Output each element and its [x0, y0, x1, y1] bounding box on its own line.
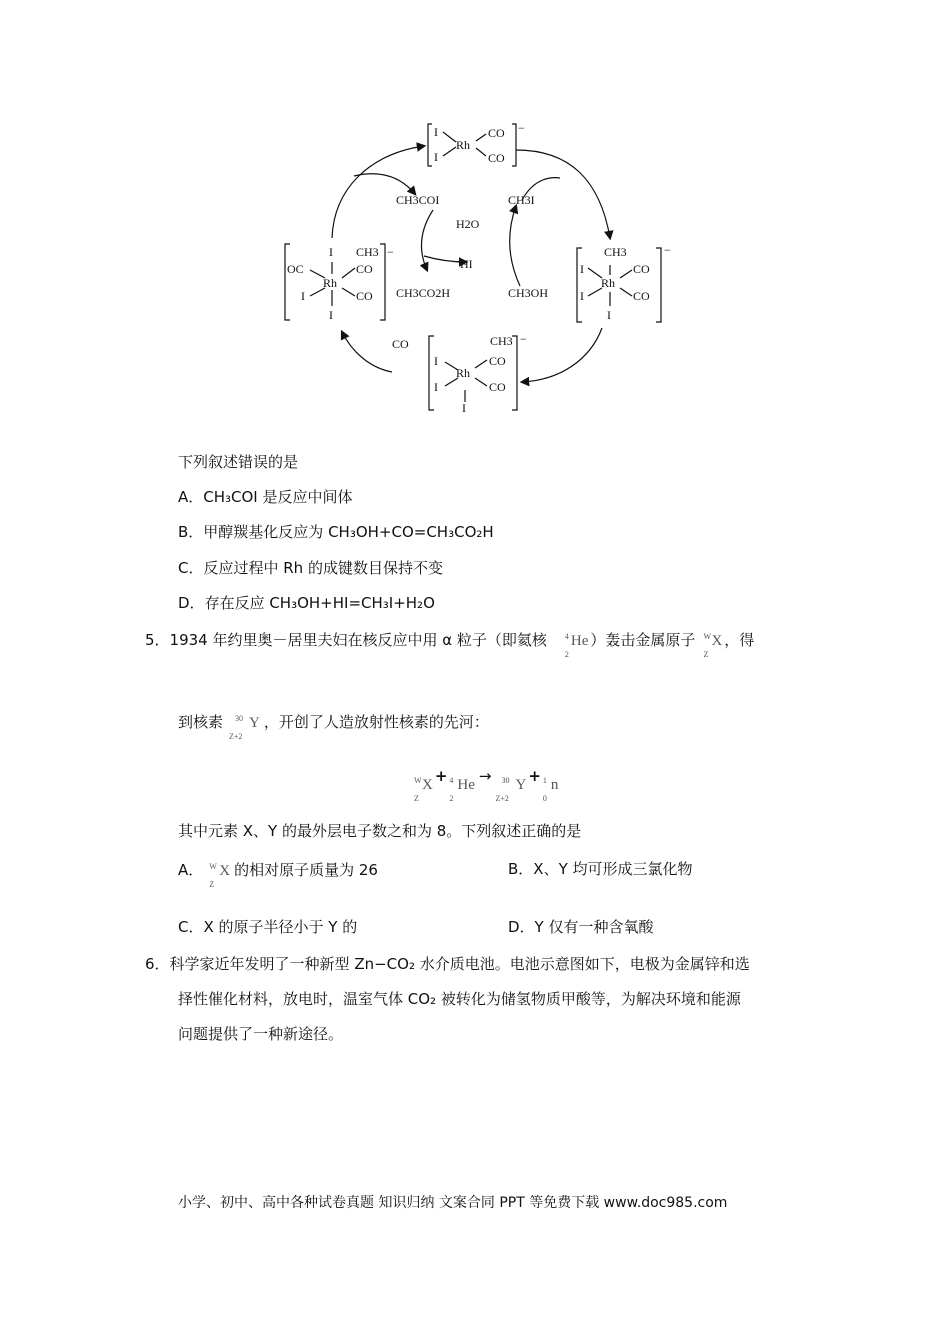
label-i: I: [580, 262, 584, 276]
label-i: I: [580, 289, 584, 303]
option-text: 甲醇羰基化反应为 CH₃OH+CO=CH₃CO₂H: [203, 523, 494, 541]
label-ch3coi: CH3COI: [396, 193, 440, 207]
label-ch3co2h: CH3CO2H: [396, 286, 451, 300]
element-symbol: X: [422, 776, 433, 793]
label-co: CO: [489, 354, 506, 368]
label-i: I: [434, 125, 438, 139]
label-i: I: [434, 354, 438, 368]
label-co-released: CO: [392, 337, 409, 351]
mass-number: 30: [501, 775, 510, 785]
mass-number: 4: [449, 775, 454, 785]
q4-option-d: [178, 593, 435, 613]
q5-text: ）轰击金属原子: [590, 631, 696, 649]
q6-text: 科学家近年发明了一种新型 Zn−CO₂ 水介质电池。电池示意图如下，电极为金属锌和选: [169, 955, 750, 973]
option-label: A．: [178, 861, 204, 879]
atomic-number: 2: [449, 793, 454, 803]
label-oc: OC: [287, 262, 304, 276]
arrow-icon: →: [478, 767, 492, 785]
label-rh: Rh: [456, 366, 471, 380]
mass-number: 4: [564, 631, 569, 641]
q5-text: ，得: [724, 631, 755, 649]
label-co: CO: [356, 289, 373, 303]
label-charge: −: [518, 121, 525, 135]
label-rh: Rh: [456, 138, 471, 152]
nuclide-neutron: [542, 775, 559, 803]
question-number: 6．: [145, 955, 170, 973]
element-symbol: He: [457, 776, 475, 793]
label-charge: −: [664, 243, 671, 257]
q6-line-1: [145, 954, 750, 974]
label-i: I: [329, 308, 333, 322]
option-label: B．: [178, 523, 204, 541]
label-i: I: [462, 401, 466, 415]
q5-text: 1934 年约里奥－居里夫妇在核反应中用 α 粒子（即氦核: [169, 631, 547, 649]
label-i: I: [434, 150, 438, 164]
label-ch3i: CH3I: [508, 193, 535, 207]
label-ch3: CH3: [490, 334, 513, 348]
q5-option-a: [178, 860, 378, 889]
label-i: I: [434, 380, 438, 394]
element-symbol: Y: [249, 714, 260, 731]
plus-sign: +: [434, 767, 448, 785]
nuclear-equation: [414, 767, 559, 803]
label-co: CO: [356, 262, 373, 276]
mass-number: 30: [235, 713, 244, 723]
nuclide-x: [209, 861, 231, 889]
label-h2o: H2O: [456, 217, 480, 231]
page-footer: 小学、初中、高中各种试卷真题 知识归纳 文案合同 PPT 等免费下载 www.doc985.com: [178, 1195, 728, 1211]
option-text: 存在反应 CH₃OH+HI=CH₃I+H₂O: [204, 594, 435, 612]
nuclide-y: [495, 775, 527, 803]
label-co: CO: [489, 380, 506, 394]
label-ch3oh: CH3OH: [508, 286, 549, 300]
atomic-number: Z+2: [495, 793, 509, 803]
mass-number: W: [703, 631, 711, 641]
q4-option-a: [178, 487, 353, 507]
label-rh: Rh: [323, 276, 338, 290]
q5-text: ，开创了人造放射性核素的先河：: [263, 713, 489, 731]
label-co: CO: [633, 262, 650, 276]
element-symbol: Y: [515, 776, 527, 793]
element-symbol: X: [219, 862, 231, 879]
option-text: 反应过程中 Rh 的成键数目保持不变: [203, 559, 443, 577]
atomic-number: Z: [209, 879, 215, 889]
option-label: A．: [178, 488, 204, 506]
label-ch3: CH3: [356, 245, 379, 259]
atomic-number: 2: [564, 649, 569, 659]
atomic-number: Z+2: [229, 731, 243, 741]
cycle-svg: [270, 110, 690, 420]
mass-number: 1: [542, 775, 547, 785]
q4-option-c: [178, 558, 443, 578]
q5-line-1: [145, 630, 755, 659]
label-co: CO: [488, 126, 505, 140]
label-co: CO: [633, 289, 650, 303]
q5-line-2: [178, 712, 489, 741]
q5-stem: 其中元素 X、Y 的最外层电子数之和为 8。下列叙述正确的是: [178, 822, 582, 840]
option-label: D．: [178, 594, 205, 612]
rhodium-catalytic-cycle-diagram: [270, 110, 690, 420]
label-hi: HI: [460, 257, 473, 271]
question-number: 5．: [145, 631, 170, 649]
nuclide-he: [449, 775, 475, 803]
label-charge: −: [387, 245, 394, 259]
atomic-number: Z: [703, 649, 709, 659]
option-label: C．: [178, 559, 204, 577]
q5-option-b: B．X、Y 均可形成三氯化物: [508, 860, 693, 878]
atomic-number: Z: [414, 793, 419, 803]
mass-number: W: [414, 775, 422, 785]
nuclide-he: [564, 631, 589, 659]
mass-number: W: [209, 861, 217, 871]
label-co: CO: [488, 151, 505, 165]
q4-stem: 下列叙述错误的是: [178, 453, 299, 471]
element-symbol: He: [570, 632, 589, 649]
option-text: CH₃COI 是反应中间体: [203, 488, 353, 506]
plus-sign: +: [528, 767, 541, 785]
label-ch3: CH3: [604, 245, 627, 259]
q5-text: 到核素: [178, 713, 224, 731]
element-symbol: X: [711, 632, 723, 649]
label-rh: Rh: [601, 276, 616, 290]
atomic-number: 0: [542, 793, 547, 803]
nuclide-y: [229, 713, 260, 741]
nuclide-x: [703, 631, 723, 659]
label-i: I: [301, 289, 305, 303]
q4-option-b: [178, 522, 494, 542]
q6-line-3: 问题提供了一种新途径。: [178, 1025, 344, 1043]
option-text: 的相对原子质量为 26: [234, 861, 378, 879]
q5-option-d: D．Y 仅有一种含氧酸: [508, 918, 654, 936]
label-i: I: [607, 308, 611, 322]
label-charge: −: [520, 332, 527, 346]
nuclide-x: [414, 775, 433, 803]
element-symbol: n: [550, 776, 559, 793]
label-i: I: [329, 245, 333, 259]
q6-line-2: 择性催化材料，放电时，温室气体 CO₂ 被转化为储氢物质甲酸等，为解决环境和能源: [178, 990, 741, 1008]
q5-option-c: C．X 的原子半径小于 Y 的: [178, 918, 358, 936]
